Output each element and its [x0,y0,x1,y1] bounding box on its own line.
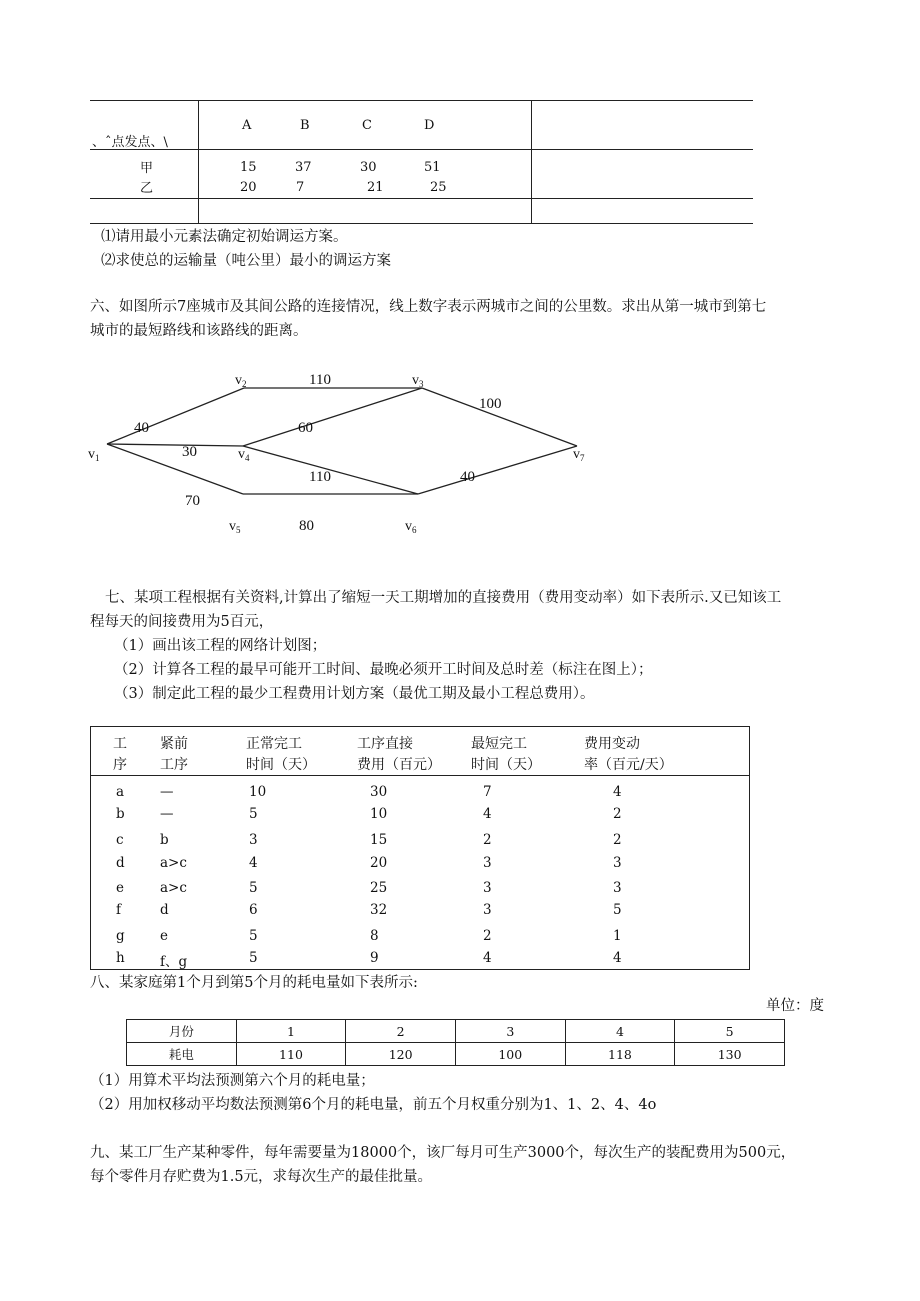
node-label-v5: $v_5$ [229,519,241,535]
edge-weight-label: 110 [309,372,331,388]
table-cell: 3 [613,880,622,896]
node-label-v3: $v_3$ [412,373,424,389]
table-cell: 3 [483,880,492,896]
edge-weight-label: 60 [298,420,313,436]
task-item: （2）用加权移动平均数法预测第6个月的耗电量，前五个月权重分别为1、1、2、4、4o [90,1097,657,1113]
column-header: D [424,118,435,133]
column-header: 工序 [160,757,188,773]
table-cell: 2 [483,832,492,848]
table-cell: 30 [370,784,388,800]
question-item: ⑴请用最小元素法确定初始调运方案。 [101,229,348,245]
table-cell: d [116,855,125,871]
table-cell: 10 [370,806,388,822]
table-cell: 5 [249,950,258,966]
table-rule [749,726,750,970]
table-cell: 15 [370,832,388,848]
task-item: （3）制定此工程的最少工程费用计划方案（最优工期及最小工程总费用）。 [114,686,595,702]
edge-v1-v4 [107,444,243,446]
table-cell: 30 [360,160,377,175]
table-cell: a>c [160,855,187,871]
task-item: （1）画出该工程的网络计划图； [114,638,327,654]
table-cell: 3 [613,855,622,871]
table-cell: 3 [483,902,492,918]
column-header: 紧前 [160,736,188,752]
node-label-v1: $v_1$ [88,447,100,463]
table-cell: b [160,832,169,848]
edge-v1-v5 [107,444,243,494]
table-cell: 5 [249,880,258,896]
table-cell: c [116,832,124,848]
table-cell: 8 [370,928,379,944]
table-cell: 15 [240,160,257,175]
table-cell: 4 [483,806,492,822]
column-header: 时间（天） [471,757,541,773]
table-cell: 7 [296,180,305,195]
table-cell: 4 [613,950,622,966]
table-row [127,1043,785,1066]
table-cell: b [116,806,125,822]
column-header: C [362,118,372,133]
table-cell: 118 [565,1043,675,1066]
table-cell: f、g [160,954,188,970]
table-row [127,1020,785,1043]
section-9-text: 九、某工厂生产某种零件，每年需要量为18000个，该厂每月可生产3000个，每次生产的装配费用为500元， [90,1145,796,1161]
table-cell: 7 [483,784,492,800]
table-cell: d [160,902,169,918]
table-cell: 5 [613,902,622,918]
table-cell: 2 [483,928,492,944]
edge-v1-v2 [107,388,244,444]
column-header: 率（百元/天） [584,757,673,773]
table-cell: 2 [613,806,622,822]
table-cell: 51 [424,160,441,175]
section-8-text: 八、某家庭第1个月到第5个月的耗电量如下表所示: [90,975,418,991]
table-cell: a>c [160,880,187,896]
task-item: （2）计算各工程的最早可能开工时间、最晚必须开工时间及总时差（标注在图上）； [114,662,653,678]
column-header: 最短完工 [471,736,527,752]
question-item: ⑵求使总的运输量（吨公里）最小的调运方案 [101,253,391,269]
road-network-graph [0,0,920,560]
column-header: 费用变动 [584,736,640,752]
table-cell: f [116,902,121,918]
table-cell: 1 [236,1020,346,1043]
table-cell: 3 [249,832,258,848]
table-cell: 2 [346,1020,456,1043]
table-cell: 4 [613,784,622,800]
table-cell: 110 [236,1043,346,1066]
node-label-v6: $v_6$ [405,519,417,535]
row-label: 甲 [140,161,154,176]
node-label-v2: $v_2$ [235,373,247,389]
section-7-text: 程每天的间接费用为5百元， [90,614,274,630]
table-cell: e [116,880,124,896]
column-header: 正常完工 [246,736,302,752]
edge-weight-label: 100 [479,396,502,412]
corner-header: 、ˆ点发点、\ [92,135,168,150]
edge-weight-label: 70 [185,493,200,509]
section-7-text: 七、某项工程根据有关资料,计算出了缩短一天工期增加的直接费用（费用变动率）如下表所示.又已知该工 [105,590,782,606]
unit-label: 单位：度 [766,998,824,1014]
column-header: 工 [113,736,127,752]
column-header: 时间（天） [246,757,316,773]
node-label-v4: $v_4$ [238,447,250,463]
row-label: 乙 [140,181,154,196]
edge-weight-label: 40 [460,469,475,485]
section-9-text: 每个零件月存贮费为1.5元，求每次生产的最佳批量。 [90,1169,433,1185]
table-cell: 6 [249,902,258,918]
table-cell: 5 [249,806,258,822]
table-cell: 3 [455,1020,565,1043]
section-6-text: 城市的最短路线和该路线的距离。 [90,323,308,339]
table-cell: e [160,928,168,944]
table-cell: 32 [370,902,388,918]
table-cell: 4 [249,855,258,871]
table-cell: 10 [249,784,267,800]
table-cell: 月份 [127,1020,237,1043]
table-cell: 21 [367,180,384,195]
table-cell: 5 [675,1020,785,1043]
edge-v4-v3 [243,388,422,446]
section-6-text: 六、如图所示7座城市及其间公路的连接情况，线上数字表示两城市之间的公里数。求出从第一城市到第七 [90,299,767,315]
power-table [126,1019,785,1066]
table-cell: 1 [613,928,622,944]
table-cell: 100 [455,1043,565,1066]
table-cell: 4 [565,1020,675,1043]
column-header: 费用（百元） [357,757,441,773]
table-cell: 9 [370,950,379,966]
table-cell: 37 [295,160,312,175]
table-cell: a [116,784,125,800]
column-header: A [242,118,252,133]
table-cell: 20 [240,180,257,195]
table-cell: 20 [370,855,388,871]
node-label-v7: $v_7$ [573,447,585,463]
table-cell: 5 [249,928,258,944]
column-header: B [300,118,310,133]
table-rule [90,775,750,776]
edge-weight-label: 80 [299,518,314,534]
column-header: 工序直接 [357,736,413,752]
table-rule [90,726,750,727]
table-cell: — [160,784,174,800]
table-cell: — [160,806,174,822]
table-cell: h [116,950,125,966]
table-cell: 2 [613,832,622,848]
task-item: （1）用算术平均法预测第六个月的耗电量； [90,1073,375,1089]
edge-weight-label: 110 [309,469,331,485]
edge-weight-label: 30 [182,444,197,460]
column-header: 序 [113,757,127,773]
edge-weight-label: 40 [134,420,149,436]
table-cell: 4 [483,950,492,966]
table-rule [90,726,91,970]
table-cell: 130 [675,1043,785,1066]
table-cell: 120 [346,1043,456,1066]
table-cell: g [116,928,125,944]
table-cell: 3 [483,855,492,871]
table-cell: 25 [370,880,388,896]
table-cell: 耗电 [127,1043,237,1066]
edge-v6-v7 [418,446,577,494]
table-cell: 25 [430,180,447,195]
